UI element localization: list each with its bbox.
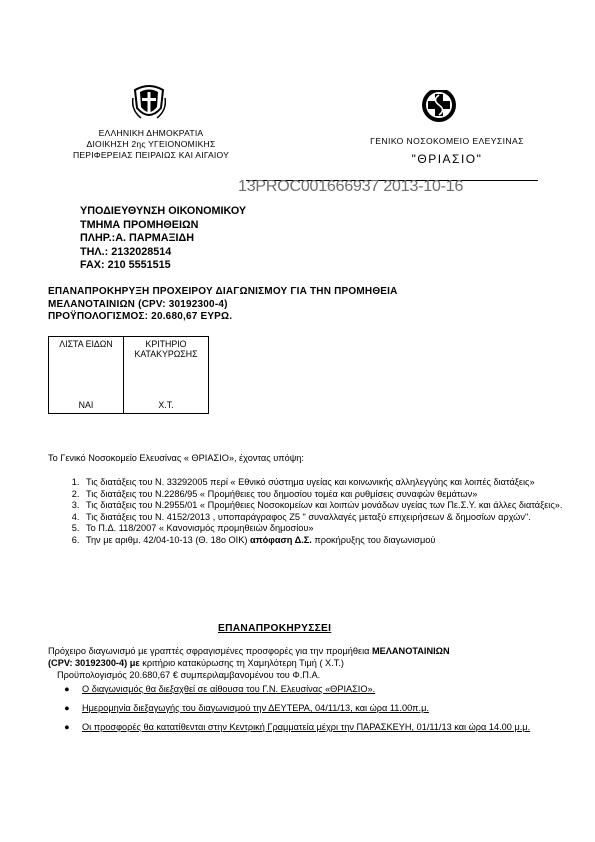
document-title: [48, 286, 398, 324]
list-item: [64, 721, 592, 733]
para-bold-2: (CPV: 30192300-4) με: [48, 658, 140, 668]
intro-text: Το Γενικό Νοσοκομείο Ελευσίνας « ΘΡΙΑΣΙΟ», έχοντας υπόψη:: [48, 453, 304, 463]
dept-line: ΤΜΗΜΑ ΠΡΟΜΗΘΕΙΩΝ: [80, 218, 199, 231]
col-header-criterion-2: ΚΑΤΑΚΥΡΩΣΗΣ: [134, 349, 198, 359]
list-item: 6. Την με αριθμ. 42/04-10-13 (Θ. 18ο ΟΙΚ) απόφαση Δ.Σ. προκήρυξης του διαγωνισμού: [82, 535, 582, 547]
table-cell-items: [49, 337, 124, 414]
note-text: Οι προσφορές θα κατατίθενται στην Κεντρική Γραμματεία μέχρι την ΠΑΡΑΣΚΕΥΗ, 01/11/13 και ώρα 14.00 μ.μ.: [82, 722, 531, 732]
department-block: [80, 205, 246, 273]
bullet-icon: ●: [64, 722, 70, 732]
list-item: [64, 683, 592, 695]
note-text: Ο διαγωνισμός θα διεξαχθεί σε αίθουσα του Γ.Ν. Ελευσίνας «ΘΡΙΑΣΙΟ».: [82, 684, 376, 694]
list-item: 1. Τις διατάξεις του Ν. 33292005 περί « Εθνικό σύστημα υγείας και κοινωνικής αλληλεγγύης και λοιπές διατάξεις»: [82, 477, 582, 489]
hospital-short-name: "ΘΡΙΑΣΙΟ": [411, 152, 483, 166]
government-header: [52, 128, 250, 161]
para-text-1: Πρόχειρο διαγωνισμό με γραπτές σφραγισμένες προσφορές για την προμήθεια: [48, 646, 373, 656]
col-header-criterion-1: ΚΡΙΤΗΡΙΟ: [145, 339, 187, 349]
bullet-icon: ●: [64, 703, 70, 713]
bullet-icon: ●: [64, 684, 70, 694]
dept-line: FAX: 210 5551515: [80, 259, 171, 271]
title-line: ΕΠΑΝΑΠΡΟΚΗΡΥΞΗ ΠΡΟΧΕΙΡΟΥ ΔΙΑΓΩΝΙΣΜΟΥ ΓΙΑ ΤΗΝ ΠΡΟΜΗΘΕΙΑ: [48, 286, 398, 297]
notes-list: [48, 683, 592, 740]
items-table: [48, 336, 209, 414]
greek-coat-of-arms-icon: [131, 84, 167, 124]
main-paragraph: [48, 645, 568, 681]
hospital-name: ΓΕΝΙΚΟ ΝΟΣΟΚΟΜΕΙΟ ΕΛΕΥΣΙΝΑΣ: [370, 136, 524, 146]
list-item: [64, 702, 592, 714]
note-text: Ημερομηνία διεξαγωγής του διαγωνισμού την ΔΕΥΤΕΡΑ, 04/11/13, και ώρα 11.00π.μ.: [82, 703, 429, 713]
para-budget: Προϋπολογισμός 20.680,67 € συμπεριλαμβανομένου του Φ.Π.Α.: [57, 670, 321, 680]
list-item: 2. Τις διατάξεις του Ν.2286/95 « Προμήθειες του δημοσίου τομέα και ρυθμίσεις συναφών θεμάτων»: [82, 489, 582, 501]
considerations-list: [48, 477, 582, 547]
list-item: 5. Το Π.Δ. 118/2007 « Κανονισμός προμηθειών δημοσίου»: [82, 523, 582, 535]
protocol-code: 13PROC001666937 2013-10-16: [238, 178, 464, 195]
title-line: ΠΡΟΫΠΟΛΟΓΙΣΜΟΣ: 20.680,67 ΕΥΡΩ.: [48, 311, 233, 322]
announce-heading: ΕΠΑΝΑΠΡΟΚΗΡΥΣΣΕΙ: [218, 623, 332, 634]
dept-line: ΤΗΛ.: 2132028514: [80, 245, 172, 258]
gov-line-3: ΠΕΡΙΦΕΡΕΙΑΣ ΠΕΙΡΑΙΩΣ ΚΑΙ ΑΙΓΑΙΟΥ: [72, 150, 230, 160]
dept-line: ΥΠΟΔΙΕΥΘΥΝΣΗ ΟΙΚΟΝΟΜΙΚΟΥ: [80, 205, 247, 217]
col-header-items: ΛΙΣΤΑ ΕΙΔΩΝ: [59, 339, 113, 349]
list-item: 3. Τις διατάξεις του Ν.2955/01 « Προμήθειες Νοσοκομείων και λοιπών μονάδων υγείας των Πε.Σ.Υ. και άλλες διατάξεις».: [82, 500, 582, 512]
list-item: 4. Τις διατάξεις του Ν. 4152/2013 , υποπαράγραφος Ζ5 " συναλλαγές μεταξύ επιχειρήσεων & δημοσίων αρχών".: [82, 512, 582, 524]
title-line: ΜΕΛΑΝΟΤΑΙΝΙΩΝ (CPV: 30192300-4): [48, 298, 228, 310]
table-cell-criterion: [124, 337, 209, 414]
gov-line-2: ΔΙΟΙΚΗΣΗ 2ης ΥΓΕΙΟΝΟΜΙΚΗΣ: [86, 139, 216, 149]
cell-value-items: ΝΑΙ: [78, 400, 94, 410]
decision-bold: απόφαση Δ.Σ.: [249, 534, 312, 545]
dept-line: ΠΛΗΡ.:Α. ΠΑΡΜΑΞΙΔΗ: [80, 232, 195, 244]
hospital-cross-logo-icon: [420, 86, 458, 124]
para-bold-1: ΜΕΛΑΝΟΤΑΙΝΙΩΝ: [372, 646, 450, 656]
cell-value-criterion: Χ.Τ.: [158, 400, 174, 410]
para-text-2: κριτήριο κατακύρωσης τη Χαμηλότερη Τιμή ( Χ.Τ.): [139, 658, 344, 668]
gov-line-1: ΕΛΛΗΝΙΚΗ ΔΗΜΟΚΡΑΤΙΑ: [98, 128, 204, 138]
